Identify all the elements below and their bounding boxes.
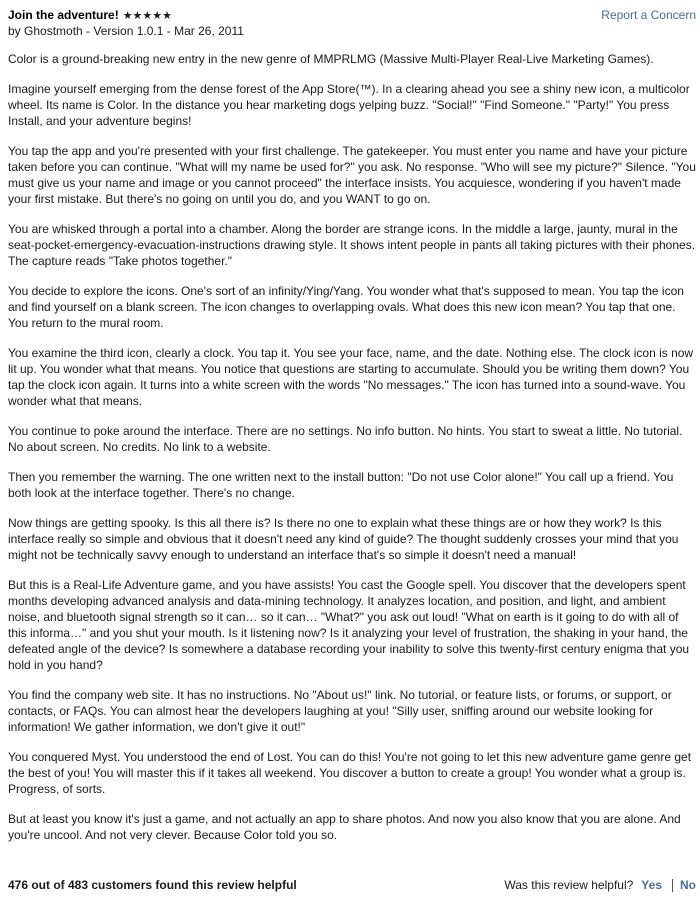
review-byline: by Ghostmoth - Version 1.0.1 - Mar 26, 2011 <box>8 24 244 38</box>
review-footer <box>8 878 696 892</box>
review-paragraph: Now things are getting spooky. Is this all there is? Is there no one to explain what these things are or how they work? Is this interface really so simple and obvious that it doesn't need any kind of guide? The thought suddenly crosses your mind that you might not be technically savvy enough to understand an interface that's so simple it doesn't need a manual! <box>8 516 679 562</box>
review-body <box>8 51 696 843</box>
vote-divider <box>672 879 673 892</box>
review-paragraph: Then you remember the warning. The one written next to the install button: "Do not use Color alone!" You call up a friend. You both look at the interface together. There's no change. <box>8 470 674 500</box>
vote-yes-link[interactable]: Yes <box>641 878 662 892</box>
report-concern-link[interactable]: Report a Concern <box>601 8 696 22</box>
review-paragraph: You decide to explore the icons. One's sort of an infinity/Ying/Yang. You wonder what that's supposed to mean. You tap the icon and find yourself on a blank screen. The icon changes to overlapping ovals. What does this new icon mean? You tap that one. You return to the mural room. <box>8 284 684 330</box>
review-paragraph: You are whisked through a portal into a chamber. Along the border are strange icons. In the middle a large, jaunty, mural in the seat-pocket-emergency-evacuation-instructions drawing style. It shows intent people in pants all taking pictures with their phones. The capture reads "Take photos together." <box>8 222 696 268</box>
review-paragraph: You find the company web site. It has no instructions. No "About us!" link. No tutorial, or feature lists, or forums, or support, or contacts, or FAQs. You can almost hear the developers laughing at you! "Silly user, sniffing around our website looking for information! We gather information, we don't give it out!" <box>8 688 672 734</box>
review-paragraph: Color is a ground-breaking new entry in the new genre of MMPRLMG (Massive Multi-Player Real-Live Marketing Games). <box>8 52 654 66</box>
vote-no-link[interactable]: No <box>680 878 696 892</box>
review-card <box>8 8 696 857</box>
helpful-vote <box>504 878 696 892</box>
review-paragraph: You tap the app and you're presented with your first challenge. The gatekeeper. You must enter you name and have your picture taken before you can continue. "What will my name be used for?" you ask. No response. "Who will see my picture?" Silence. "You must give us your name and image or you cannot proceed" the interface insists. You acquiesce, wondering if you haven't made your first mistake. But there's no going on until you do, and you WANT to go on. <box>8 144 696 206</box>
review-paragraph: You examine the third icon, clearly a clock. You tap it. You see your face, name, and the date. Nothing else. The clock icon is now lit up. You wonder what that means. You notice that questions are starting to accumulate. Should you be writing them down? You tap the clock icon again. It turns into a white screen with the words "No messages." The icon has turned into a sound-wave. You wonder what that means. <box>8 346 694 408</box>
review-paragraph: But at least you know it's just a game, and not actually an app to share photos. And now you also know that you are alone. And you're uncool. And not very clever. Because Color told you so. <box>8 812 681 842</box>
review-title: Join the adventure! <box>8 8 119 22</box>
helpful-question: Was this review helpful? <box>504 878 634 892</box>
title-wrap <box>8 8 172 22</box>
review-paragraph: You continue to poke around the interface. There are no settings. No info button. No hints. You start to sweat a little. No tutorial. No about screen. No credits. No link to a website. <box>8 424 683 454</box>
review-paragraph: But this is a Real-Life Adventure game, and you have assists! You cast the Google spell. You discover that the developers spent months developing advanced analysis and data-mining technology. It analyzes location, and position, and light, and ambient noise, and bluetooth signal strength so it can… so it can… "What?" you ask out loud! "What on earth is it going to do with all of this informa…" and you shut your mouth. Is it listening now? Is it analyzing your level of frustration, the shaking in your hand, the defeated angle of the device? Is somewhere a database recording your inability to solve this twenty-first century enigma that you hold in you hand? <box>8 578 690 672</box>
review-paragraph: You conquered Myst. You understood the end of Lost. You can do this! You're not going to let this new adventure game genre get the best of you! You will master this if it takes all weekend. You discover a button to create a group! You wonder what a group is. Progress, of sorts. <box>8 750 692 796</box>
review-paragraph: Imagine yourself emerging from the dense forest of the App Store(™). In a clearing ahead you see a shiny new icon, a multicolor wheel. Its name is Color. In the distance you hear marketing dogs yelping buzz. "Social!" "Find Someone." "Party!" You press Install, and your adventure begins! <box>8 82 690 128</box>
review-header <box>8 8 696 24</box>
star-rating-icon: ★★★★★ <box>122 9 172 22</box>
helpful-count: 476 out of 483 customers found this review helpful <box>8 878 297 892</box>
